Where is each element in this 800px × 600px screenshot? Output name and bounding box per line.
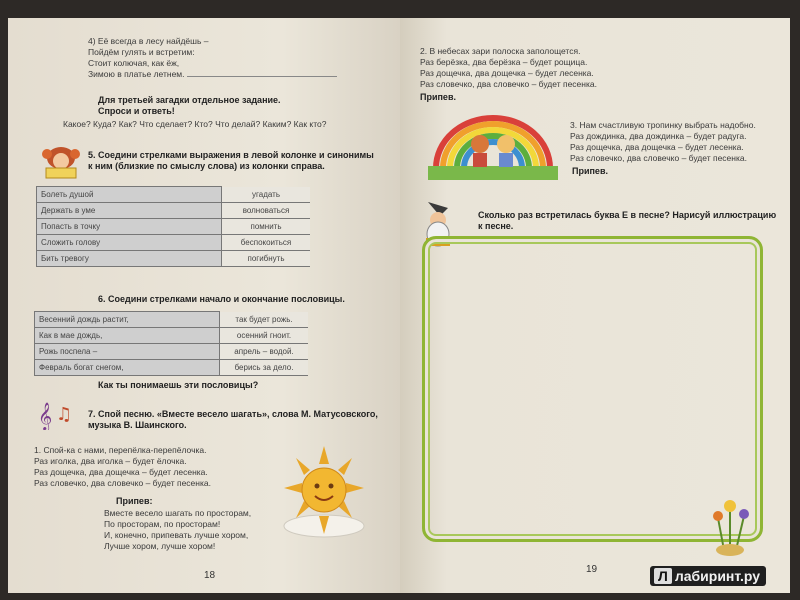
table-row xyxy=(35,328,309,344)
labirint-watermark xyxy=(650,566,766,586)
task6-table xyxy=(34,311,308,376)
verse-line: Раз дождинка, два дождинка – будет радуга. xyxy=(570,131,747,141)
verse-line: 3. Нам счастливую тропинку выбрать надобно. xyxy=(570,120,756,130)
verse-line: 2. В небесах зари полоска заполощется. xyxy=(420,46,581,56)
chorus-label: Припев. xyxy=(420,92,456,102)
table-cell[interactable]: погибнуть xyxy=(222,251,311,267)
riddle-4 xyxy=(88,36,337,80)
chorus-label: Припев. xyxy=(572,166,608,176)
table-row xyxy=(35,360,309,376)
verse-line: Раз иголка, два иголка – будет ёлочка. xyxy=(34,456,187,466)
svg-text:𝄞: 𝄞 xyxy=(38,402,53,430)
left-page xyxy=(8,18,400,593)
riddle-line: 4) Её всегда в лесу найдёшь – xyxy=(88,36,209,46)
flowers-illustration xyxy=(700,488,760,558)
table-cell[interactable]: волноваться xyxy=(222,203,311,219)
verse-line: Раз словечко, два словечко – будет песенка. xyxy=(420,79,597,89)
task3-title xyxy=(98,95,281,117)
table-cell[interactable]: Февраль богат снегом, xyxy=(35,360,220,376)
page-number: 18 xyxy=(204,570,216,581)
task5-table xyxy=(36,186,310,267)
page-number: 19 xyxy=(586,564,598,575)
task7-title xyxy=(88,409,378,431)
watermark-text: лабиринт.ру xyxy=(674,568,761,584)
task6-title: 6. Соедини стрелками начало и окончание пословицы. xyxy=(98,294,345,304)
table-cell[interactable]: Рожь поспела – xyxy=(35,344,220,360)
table-row xyxy=(35,312,309,328)
task5-title xyxy=(88,150,374,172)
table-cell[interactable]: помнить xyxy=(222,219,311,235)
verse-line: 1. Спой-ка с нами, перепёлка-перепёлочка. xyxy=(34,445,207,455)
rainbow-kids-illustration xyxy=(428,108,558,180)
task3-questions: Какое? Куда? Как? Что сделает? Кто? Что делай? Каким? Как кто? xyxy=(63,119,327,129)
table-cell[interactable]: Сложить голову xyxy=(37,235,222,251)
verse-line: Раз словечко, два словечко – будет песенка. xyxy=(570,153,747,163)
task-letter xyxy=(478,210,776,232)
task5-title-line: 5. Соедини стрелками выражения в левой колонке и синонимы xyxy=(88,150,374,160)
chorus-line: Вместе весело шагать по просторам, xyxy=(104,508,252,518)
chorus xyxy=(104,508,251,552)
task-letter-line: к песне. xyxy=(478,221,514,231)
table-cell[interactable]: осенний гноит. xyxy=(220,328,309,344)
task6-question: Как ты понимаешь эти пословицы? xyxy=(98,380,259,390)
svg-text:♫: ♫ xyxy=(56,404,73,425)
verse-line: Раз дощечка, два дощечка – будет лесенка. xyxy=(34,467,208,477)
verse-line: Раз берёзка, два берёзка – будет рощица. xyxy=(420,57,588,67)
verse-line: Раз дощечка, два дощечка – будет лесенка. xyxy=(420,68,594,78)
chorus-line: Лучше хором, лучше хором! xyxy=(104,541,216,551)
table-cell[interactable]: Держать в уме xyxy=(37,203,222,219)
answer-line xyxy=(187,76,337,77)
task3-title-line: Спроси и ответь! xyxy=(98,106,175,116)
watermark-letter: Л xyxy=(654,568,672,584)
riddle-line: Стоит колючая, как ёж, xyxy=(88,58,180,68)
chorus-line: И, конечно, припевать лучше хором, xyxy=(104,530,249,540)
table-cell[interactable]: Весенний дождь растит, xyxy=(35,312,220,328)
table-cell[interactable]: Как в мае дождь, xyxy=(35,328,220,344)
table-cell[interactable]: Бить тревогу xyxy=(37,251,222,267)
task-letter-line: Сколько раз встретилась буква Е в песне? Нарисуй иллюстрацию xyxy=(478,210,777,220)
task5-title-line: к ним (близкие по смыслу слова) из колонки справа. xyxy=(88,161,325,171)
chorus-line: По просторам, по просторам! xyxy=(104,519,221,529)
riddle-line: Зимою в платье летнем. xyxy=(88,69,337,80)
task7-title-line: музыка В. Шаинского. xyxy=(88,420,187,430)
chorus-label: Припев: xyxy=(116,496,153,506)
table-row xyxy=(37,187,311,203)
right-page xyxy=(400,18,790,593)
table-cell[interactable]: апрель – водой. xyxy=(220,344,309,360)
table-row xyxy=(37,235,311,251)
verse-line: Раз словечко, два словечко – будет песенка. xyxy=(34,478,211,488)
table-cell[interactable]: так будет рожь. xyxy=(220,312,309,328)
table-cell[interactable]: берись за дело. xyxy=(220,360,309,376)
verse-2 xyxy=(420,46,597,90)
table-row xyxy=(37,219,311,235)
table-row xyxy=(35,344,309,360)
table-cell[interactable]: угадать xyxy=(222,187,311,203)
table-row xyxy=(37,251,311,267)
verse-line: Раз дощечка, два дощечка – будет лесенка. xyxy=(570,142,744,152)
girl-reading-icon xyxy=(38,144,84,184)
table-cell[interactable]: Болеть душой xyxy=(37,187,222,203)
table-row xyxy=(37,203,311,219)
task7-title-line: 7. Спой песню. «Вместе весело шагать», слова М. Матусовского, xyxy=(88,409,378,419)
table-cell[interactable]: Попасть в точку xyxy=(37,219,222,235)
sun-illustration xyxy=(276,438,376,543)
table-cell[interactable]: беспокоиться xyxy=(222,235,311,251)
verse-1 xyxy=(34,445,211,489)
music-notes-icon xyxy=(36,398,80,430)
riddle-line: Пойдём гулять и встретим: xyxy=(88,47,195,57)
verse-3 xyxy=(570,120,756,164)
task3-title-line: Для третьей загадки отдельное задание. xyxy=(98,95,281,105)
